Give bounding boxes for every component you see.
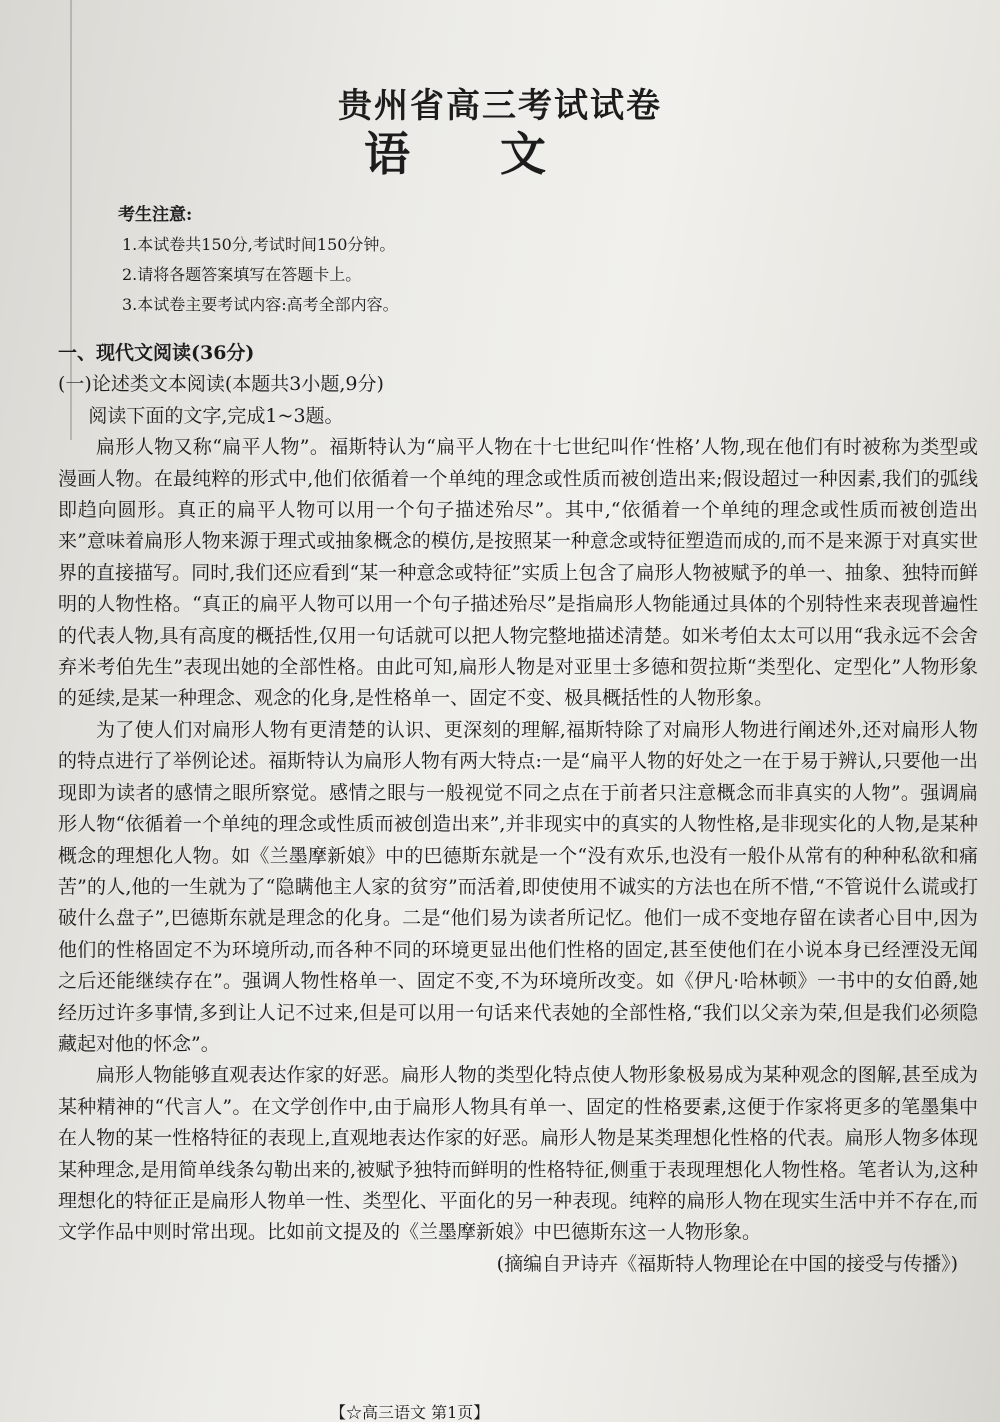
notice-heading: 考生注意: [118,205,193,225]
reading-section [58,338,978,1280]
passage-paragraph: 扁形人物又称“扁平人物”。福斯特认为“扁平人物在十七世纪叫作‘性格’人物,现在他们有时被称为类型或漫画人物。在最纯粹的形式中,他们依循着一个单纯的理念或性质而被创造出来;假设超过一种因素,我们的弧线即趋向圆形。真正的扁平人物可以用一个句子描述殆尽”。其中,“依循着一个单纯的理念或性质而被创造出来”意味着扁形人物来源于理式或抽象概念的模仿,是按照某一种意念或特征塑造而成的,而不是来源于对真实世界的直接描写。同时,我们还应看到“某一种意念或特征”实质上包含了扁形人物被赋予的单一、抽象、独特而鲜明的人物性格。“真正的扁平人物可以用一个句子描述殆尽”是指扁形人物能通过具体的个别特性来表现普遍性的代表人物,具有高度的概括性,仅用一句话就可以把人物完整地描述清楚。如米考伯太太可以用“我永远不会舍弃米考伯先生”表现出她的全部性格。由此可知,扁形人物是对亚里士多德和贺拉斯“类型化、定型化”人物形象的延续,是某一种理念、观念的化身,是性格单一、固定不变、极具概括性的人物形象。 [58,436,978,710]
notice-item: 1.本试卷共150分,考试时间150分钟。 [122,235,396,254]
subject-title: 语文 [364,127,636,181]
notice-item: 2.请将各题答案填写在答题卡上。 [122,265,362,284]
section-title: 一、现代文阅读(36分) [58,342,255,364]
passage-paragraph: 扁形人物能够直观表达作家的好恶。扁形人物的类型化特点使人物形象极易成为某种观念的图解,甚至成为某种精神的“代言人”。在文学创作中,由于扁形人物具有单一、固定的性格要素,这便于作家将更多的笔墨集中在人物的某一性格特征的表现上,直观地表达作家的好恶。扁形人物是某类理想化性格的代表。扁形人物多体现某种理念,是用简单线条勾勒出来的,被赋予独特而鲜明的性格特征,侧重于表现理想化人物性格。笔者认为,这种理想化的特征正是扁形人物单一性、类型化、平面化的另一种表现。纯粹的扁形人物在现实生活中并不存在,而文学作品中则时常出现。比如前文提及的《兰墨摩新娘》中巴德斯东这一人物形象。 [58,1064,978,1244]
section-instruction: 阅读下面的文字,完成1~3题。 [88,404,344,427]
page-footer: 【☆高三语文 第1页】 [330,1403,490,1422]
passage-paragraph: 为了使人们对扁形人物有更清楚的认识、更深刻的理解,福斯特除了对扁形人物进行阐述外,还对扁形人物的特点进行了举例论述。福斯特认为扁形人物有两大特点:一是“扁平人物的好处之一在于易于辨认,只要他一出现即为读者的感情之眼所察觉。感情之眼与一般视觉不同之点在于前者只注意概念而非真实的人物”。强调扁形人物“依循着一个单纯的理念或性质而被创造出来”,并非现实中的真实的人物性格,是非现实化的人物,是某种概念的理想化人物。如《兰墨摩新娘》中的巴德斯东就是一个“没有欢乐,也没有一般仆从常有的种种私欲和痛苦”的人,他的一生就为了“隐瞒他主人家的贫穷”而活着,即使使用不诚实的方法也在所不惜,“不管说什么谎或打破什么盘子”,巴德斯东就是理念的化身。二是“他们易为读者所记忆。他们一成不变地存留在读者心目中,因为他们的性格固定不为环境所动,而各种不同的环境更显出他们性格的固定,甚至使他们在小说本身已经湮没无闻之后还能继续存在”。强调人物性格单一、固定不变,不为环境所改变。如《伊凡·哈林顿》一书中的女伯爵,她经历过许多事情,多到让人记不过来,但是可以用一句话来代表她的全部性格,“我们以父亲为荣,但是我们必须隐藏起对他的怀念”。 [58,718,978,1055]
watermark-logo [840,1330,990,1420]
candidate-notice [118,200,878,320]
notice-item: 3.本试卷主要考试内容:高考全部内容。 [122,295,399,314]
section-subtitle: (一)论述类文本阅读(本题共3小题,9分) [58,373,384,396]
exam-title: 贵州省高三考试试卷 [338,86,662,126]
passage-source: (摘编自尹诗卉《福斯特人物理论在中国的接受与传播》) [496,1252,958,1275]
